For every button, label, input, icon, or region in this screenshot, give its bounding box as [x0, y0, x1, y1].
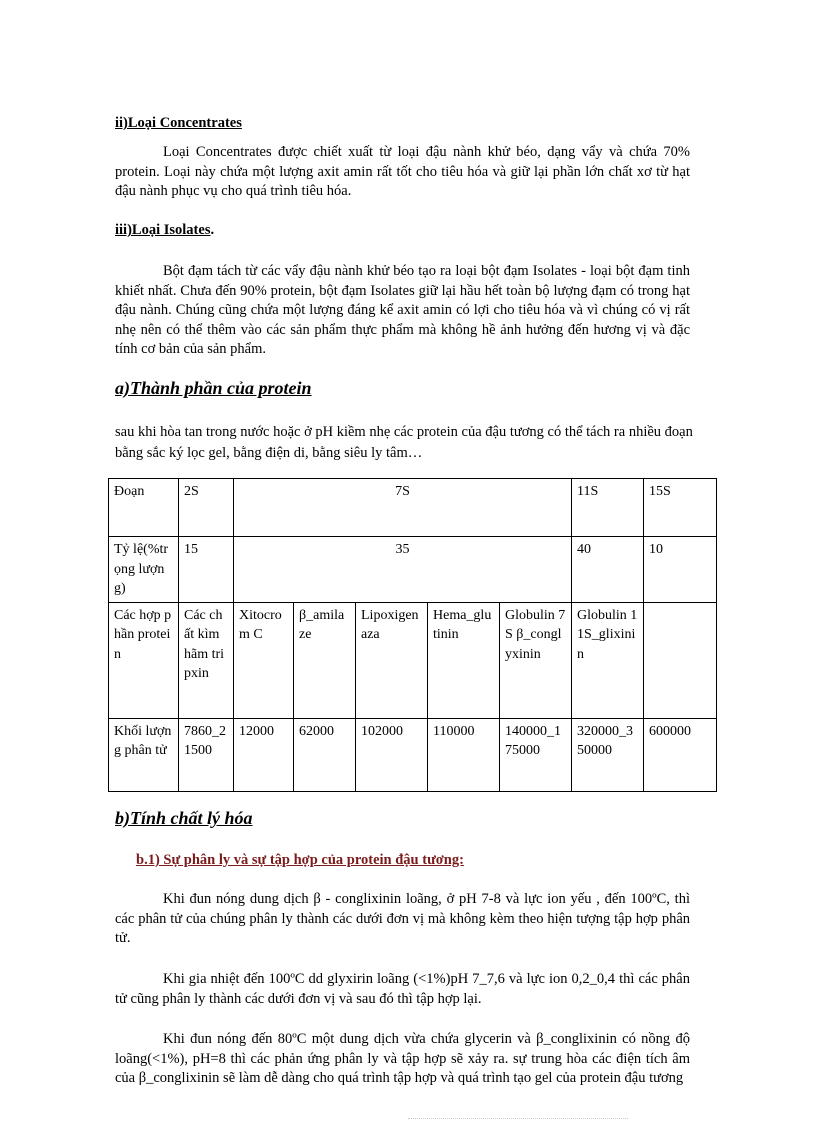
cell-khoi-luong-label: Khối lượng phân tử: [109, 718, 179, 791]
cell-hop-phan-5: Hema_glutinin: [428, 602, 500, 718]
paragraph-dissociation-3-text: Khi đun nóng đến 80ºC một dung dịch vừa chứa glycerin và β_conglixinin có nồng độ loãng(<1%), pH=8 thì các phản ứng phân ly và tập hợp sẽ xảy ra. sự trung hòa các điện tích âm của β_conglixinin sẽ làm dễ dàng cho quá trình tập hợp và quá trình tạo gel của protein đậu tương: [115, 1031, 690, 1086]
paragraph-isolates-text: Bột đạm tách từ các vẩy đậu nành khử béo tạo ra loại bột đạm Isolates - loại bột đạm tinh khiết nhất. Chưa đến 90% protein, bột đạm Isolates giữ lại hầu hết toàn bộ lượng đạm có trong hạt đậu nành. Chúng cũng chứa một lượng đáng kể axit amin có lợi cho tiêu hóa và vì chúng có vị rất nhẹ nên có thể thêm vào các sản phẩm thực phẩm mà không hề ảnh hưởng đến hương vị và đặc tính cơ bản của sản phẩm.: [115, 263, 690, 357]
cell-hop-phan-6: Globulin 7S β_conglyxinin: [500, 602, 572, 718]
cell-khoi-luong-3: 62000: [294, 718, 356, 791]
cell-khoi-luong-8: 600000: [644, 718, 717, 791]
cell-hop-phan-1: Các chất kìm hãm tripxin: [179, 602, 234, 718]
cell-hop-phan-8: [644, 602, 717, 718]
cell-hop-phan-3: β_amilaze: [294, 602, 356, 718]
table-row-tyle: [109, 537, 717, 603]
table-row-doan: [109, 479, 717, 537]
paragraph-dissociation-2-text: Khi gia nhiệt đến 100ºC dd glyxirin loãng (<1%)pH 7_7,6 và lực ion 0,2_0,4 thì các phân tử cũng phân ly thành các dưới đơn vị và sau đó thì tập hợp lại.: [115, 971, 690, 1007]
paragraph-concentrates-text: Loại Concentrates được chiết xuất từ loại đậu nành khử béo, dạng vẩy và chứa 70% protein. Loại này chứa một lượng axit amin rất tốt cho tiêu hóa và giữ lại phần lớn chất xơ từ hạt đậu nành phục vụ cho quá trình tiêu hóa.: [115, 144, 690, 199]
heading-isolates-suffix: .: [210, 222, 215, 238]
paragraph-dissociation-1: [115, 890, 690, 949]
cell-tyle-15s: 10: [644, 537, 717, 603]
cell-khoi-luong-1: 7860_21500: [179, 718, 234, 791]
paragraph-protein-composition: sau khi hòa tan trong nước hoặc ở pH kiềm nhẹ các protein của đậu tương có thể tách ra nhiều đoạn bằng sắc ký lọc gel, bằng điện di, bằng siêu ly tâm…: [115, 424, 693, 461]
paragraph-dissociation-3: [115, 1030, 690, 1089]
protein-fraction-table: [108, 478, 717, 792]
table-row-khoi-luong: [109, 718, 717, 791]
heading-physicochemical: b)Tính chất lý hóa: [115, 808, 253, 828]
cell-doan-2s: 2S: [179, 479, 234, 537]
table-row-hop-phan: [109, 602, 717, 718]
cell-tyle-7s: 35: [234, 537, 572, 603]
cell-hop-phan-2: Xitocrom C: [234, 602, 294, 718]
cell-doan-7s: 7S: [234, 479, 572, 537]
cell-khoi-luong-2: 12000: [234, 718, 294, 791]
paragraph-isolates: [115, 262, 690, 360]
heading-isolates-line: [115, 222, 214, 239]
cell-tyle-11s: 40: [572, 537, 644, 603]
cell-khoi-luong-5: 110000: [428, 718, 500, 791]
cell-doan-label: Đoạn: [109, 479, 179, 537]
heading-protein-composition: a)Thành phần của protein: [115, 378, 312, 398]
footer-divider: [408, 1118, 628, 1119]
cell-doan-11s: 11S: [572, 479, 644, 537]
cell-hop-phan-4: Lipoxigenaza: [356, 602, 428, 718]
cell-hop-phan-7: Globulin 11S_glixinin: [572, 602, 644, 718]
paragraph-dissociation-1-text: Khi đun nóng dung dịch β - conglixinin loãng, ở pH 7-8 và lực ion yếu , đến 100ºC, thì các phân tử của chúng phân ly thành các dưới đơn vị mà không kèm theo hiện tượng tập hợp phân tử.: [115, 891, 690, 946]
cell-hop-phan-label: Các hợp phần protein: [109, 602, 179, 718]
cell-khoi-luong-7: 320000_350000: [572, 718, 644, 791]
cell-khoi-luong-4: 102000: [356, 718, 428, 791]
paragraph-dissociation-2: [115, 970, 690, 1009]
cell-tyle-2s: 15: [179, 537, 234, 603]
cell-tyle-label: Tỷ lệ(%trọng lượng): [109, 537, 179, 603]
paragraph-concentrates: [115, 143, 690, 202]
heading-concentrates: ii)Loại Concentrates: [115, 115, 242, 131]
cell-khoi-luong-6: 140000_175000: [500, 718, 572, 791]
heading-isolates: iii)Loại Isolates: [115, 222, 211, 238]
cell-doan-15s: 15S: [644, 479, 717, 537]
heading-dissociation: b.1) Sự phân ly và sự tập hợp của protein đậu tương:: [136, 852, 464, 868]
